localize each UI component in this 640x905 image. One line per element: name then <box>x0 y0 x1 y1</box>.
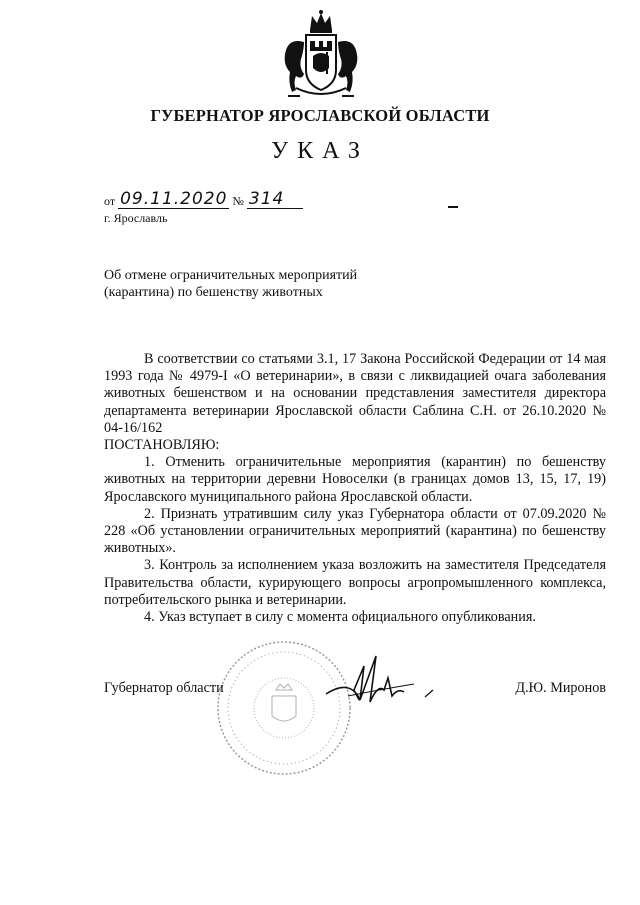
preamble-paragraph: В соответствии со статьями 3.1, 17 Закона Российской Федерации от 14 мая 1993 года № 4979-I «О ветеринарии», в связи с ликвидацией очага заболевания животных бешенством и на основании представления заместителя директора департамента ветеринарии Ярославской области Саблина С.Н. от 26.10.2020 № 04-16/162 <box>104 351 606 436</box>
number-prefix: № <box>232 194 244 208</box>
document-subject: Об отмене ограничительных мероприятий (карантина) по бешенству животных <box>104 268 358 300</box>
city-label: г. Ярославль <box>104 211 168 225</box>
decree-item: 1. Отменить ограничительные мероприятия (карантин) по бешенству животных на территории деревни Новоселки (в границах домов 13, 15, 17, 19) Ярославского муниципального района Ярославской области. <box>104 454 606 505</box>
stray-mark <box>448 206 458 208</box>
signatory-name: Д.Ю. Миронов <box>515 680 606 696</box>
document-date: 09.11.2020 <box>120 189 228 209</box>
document-number: 314 <box>247 190 303 209</box>
decree-word: ПОСТАНОВЛЯЮ: <box>104 437 220 454</box>
coat-of-arms-icon <box>276 8 366 100</box>
document-body <box>104 351 606 626</box>
authority-heading: ГУБЕРНАТОР ЯРОСЛАВСКОЙ ОБЛАСТИ <box>150 106 490 125</box>
signature-block <box>104 680 606 700</box>
date-prefix: от <box>104 194 116 208</box>
decree-item: 3. Контроль за исполнением указа возложить на заместителя Председателя Правительства области, курирующего вопросы агропромышленного комплекса, потребительского рынка и ветеринарии. <box>104 557 606 608</box>
date-number-line <box>104 190 303 212</box>
signatory-position: Губернатор области <box>104 680 224 696</box>
decree-item: 4. Указ вступает в силу с момента официального опубликования. <box>144 609 536 626</box>
decree-item: 2. Признать утратившим силу указ Губернатора области от 07.09.2020 № 228 «Об установлении ограничительных мероприятий (карантина) по бешенству животных». <box>104 505 606 557</box>
document-type-title: УКАЗ <box>271 138 369 164</box>
